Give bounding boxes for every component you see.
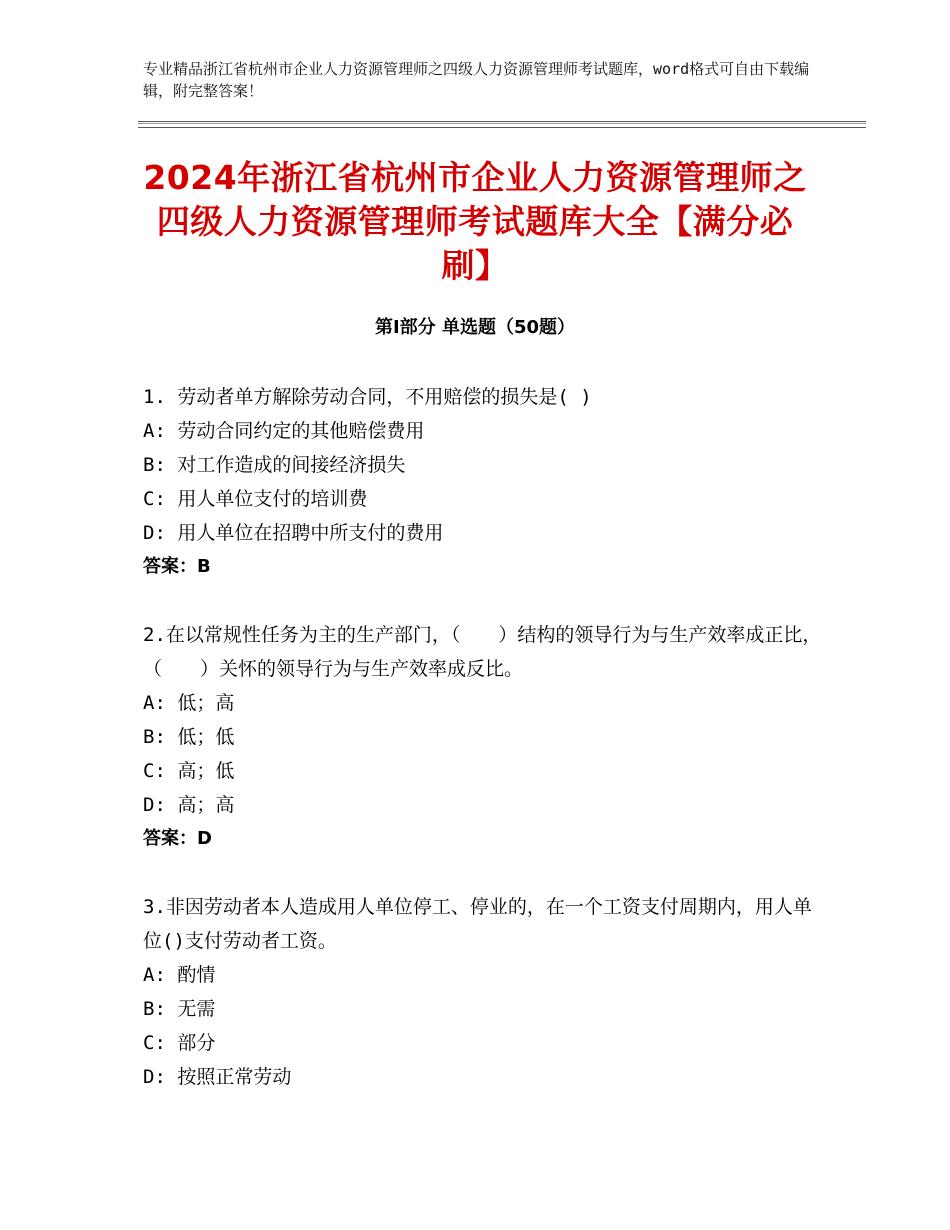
question-3 <box>143 890 823 1094</box>
option-a: A: 酌情 <box>143 964 216 986</box>
option-d: D: 按照正常劳动 <box>143 1066 292 1088</box>
option-c: C: 高；低 <box>143 760 235 782</box>
option-d: D: 高；高 <box>143 794 235 816</box>
question-stem: 1. 劳动者单方解除劳动合同，不用赔偿的损失是( ) <box>143 386 592 408</box>
option-b: B: 低；低 <box>143 726 235 748</box>
section-heading: 第Ⅰ部分 单选题（50题） <box>374 317 575 338</box>
question-1 <box>143 380 823 584</box>
option-b: B: 无需 <box>143 998 216 1020</box>
question-2 <box>143 618 823 856</box>
option-a: A: 劳动合同约定的其他赔偿费用 <box>143 420 425 442</box>
option-c: C: 用人单位支付的培训费 <box>143 488 368 510</box>
header-divider <box>138 121 866 128</box>
question-stem: 2.在以常规性任务为主的生产部门，（ ）结构的领导行为与生产效率成正比，（ ）关怀的领导行为与生产效率成反比。 <box>143 624 822 680</box>
question-list <box>143 380 823 1128</box>
option-b: B: 对工作造成的间接经济损失 <box>143 454 406 476</box>
option-d: D: 用人单位在招聘中所支付的费用 <box>143 522 444 544</box>
option-c: C: 部分 <box>143 1032 216 1054</box>
answer-line: 答案：B <box>143 556 211 577</box>
document-title: 2024年浙江省杭州市企业人力资源管理师之四级人力资源管理师考试题库大全【满分必刷】 <box>143 158 807 285</box>
option-a: A: 低；高 <box>143 692 235 714</box>
question-stem: 3.非因劳动者本人造成用人单位停工、停业的，在一个工资支付周期内，用人单位()支付劳动者工资。 <box>143 896 812 952</box>
answer-line: 答案：D <box>143 828 212 849</box>
header-note: 专业精品浙江省杭州市企业人力资源管理师之四级人力资源管理师考试题库，word格式可自由下载编辑，附完整答案！ <box>143 60 810 100</box>
